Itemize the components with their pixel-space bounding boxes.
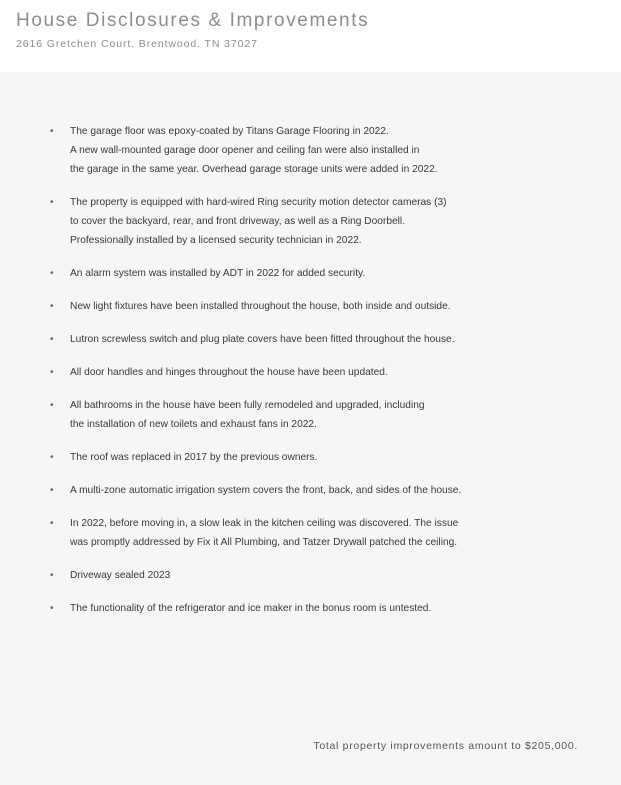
- list-item: [50, 448, 570, 467]
- bullet-icon: •: [50, 603, 54, 614]
- list-item-text: [70, 297, 570, 316]
- list-item-line: In 2022, before moving in, a slow leak in the kitchen ceiling was discovered. The issue: [70, 518, 459, 529]
- list-item: [50, 264, 570, 283]
- list-item-line: The property is equipped with hard-wired Ring security motion detector cameras (3): [70, 197, 447, 208]
- list-item-text: [70, 122, 570, 179]
- list-item-line: An alarm system was installed by ADT in 2022 for added security.: [70, 268, 366, 279]
- list-item-line: Professionally installed by a licensed security technician in 2022.: [70, 235, 362, 246]
- list-item-text: [70, 330, 570, 349]
- list-item-line: All bathrooms in the house have been fully remodeled and upgraded, including: [70, 400, 425, 411]
- list-item-line: The garage floor was epoxy-coated by Titans Garage Flooring in 2022.: [70, 126, 389, 137]
- list-item: [50, 363, 570, 382]
- list-item-line: All door handles and hinges throughout the house have been updated.: [70, 367, 388, 378]
- bullet-icon: •: [50, 570, 54, 581]
- bullet-icon: •: [50, 485, 54, 496]
- header: [0, 0, 621, 72]
- list-item: [50, 193, 570, 250]
- list-item-text: [70, 566, 570, 585]
- list-item-line: the garage in the same year. Overhead garage storage units were added in 2022.: [70, 164, 438, 175]
- list-item-line: the installation of new toilets and exhaust fans in 2022.: [70, 419, 317, 430]
- list-item: [50, 481, 570, 500]
- list-item-text: [70, 448, 570, 467]
- list-item: [50, 330, 570, 349]
- list-item-line: Lutron screwless switch and plug plate covers have been fitted throughout the house.: [70, 334, 455, 345]
- property-address: 2616 Gretchen Court. Brentwood. TN 37027: [16, 38, 258, 50]
- list-item-line: The functionality of the refrigerator and ice maker in the bonus room is untested.: [70, 603, 432, 614]
- bullet-icon: •: [50, 268, 54, 279]
- list-item-text: [70, 514, 570, 552]
- list-item-text: [70, 599, 570, 618]
- list-item-line: A new wall-mounted garage door opener and ceiling fan were also installed in: [70, 145, 420, 156]
- bullet-icon: •: [50, 126, 54, 137]
- list-item-text: [70, 264, 570, 283]
- list-item-text: [70, 193, 570, 250]
- list-item: [50, 122, 570, 179]
- bullet-icon: •: [50, 367, 54, 378]
- page-title: House Disclosures & Improvements: [16, 10, 370, 31]
- improvements-total: Total property improvements amount to $205,000.: [313, 740, 578, 752]
- list-item: [50, 514, 570, 552]
- list-item: [50, 396, 570, 434]
- list-item: [50, 297, 570, 316]
- list-item-line: A multi-zone automatic irrigation system covers the front, back, and sides of the house.: [70, 485, 462, 496]
- bullet-icon: •: [50, 301, 54, 312]
- bullet-icon: •: [50, 518, 54, 529]
- disclosure-list: [50, 122, 570, 632]
- list-item-line: was promptly addressed by Fix it All Plumbing, and Tatzer Drywall patched the ceiling.: [70, 537, 458, 548]
- list-item-line: New light fixtures have been installed throughout the house, both inside and outside.: [70, 301, 451, 312]
- list-item-line: Driveway sealed 2023: [70, 570, 171, 581]
- list-item-text: [70, 396, 570, 434]
- list-item: [50, 566, 570, 585]
- list-item-text: [70, 363, 570, 382]
- list-item: [50, 599, 570, 618]
- bullet-icon: •: [50, 400, 54, 411]
- list-item-line: The roof was replaced in 2017 by the previous owners.: [70, 452, 318, 463]
- list-item-text: [70, 481, 570, 500]
- bullet-icon: •: [50, 197, 54, 208]
- bullet-icon: •: [50, 452, 54, 463]
- list-item-line: to cover the backyard, rear, and front driveway, as well as a Ring Doorbell.: [70, 216, 406, 227]
- bullet-icon: •: [50, 334, 54, 345]
